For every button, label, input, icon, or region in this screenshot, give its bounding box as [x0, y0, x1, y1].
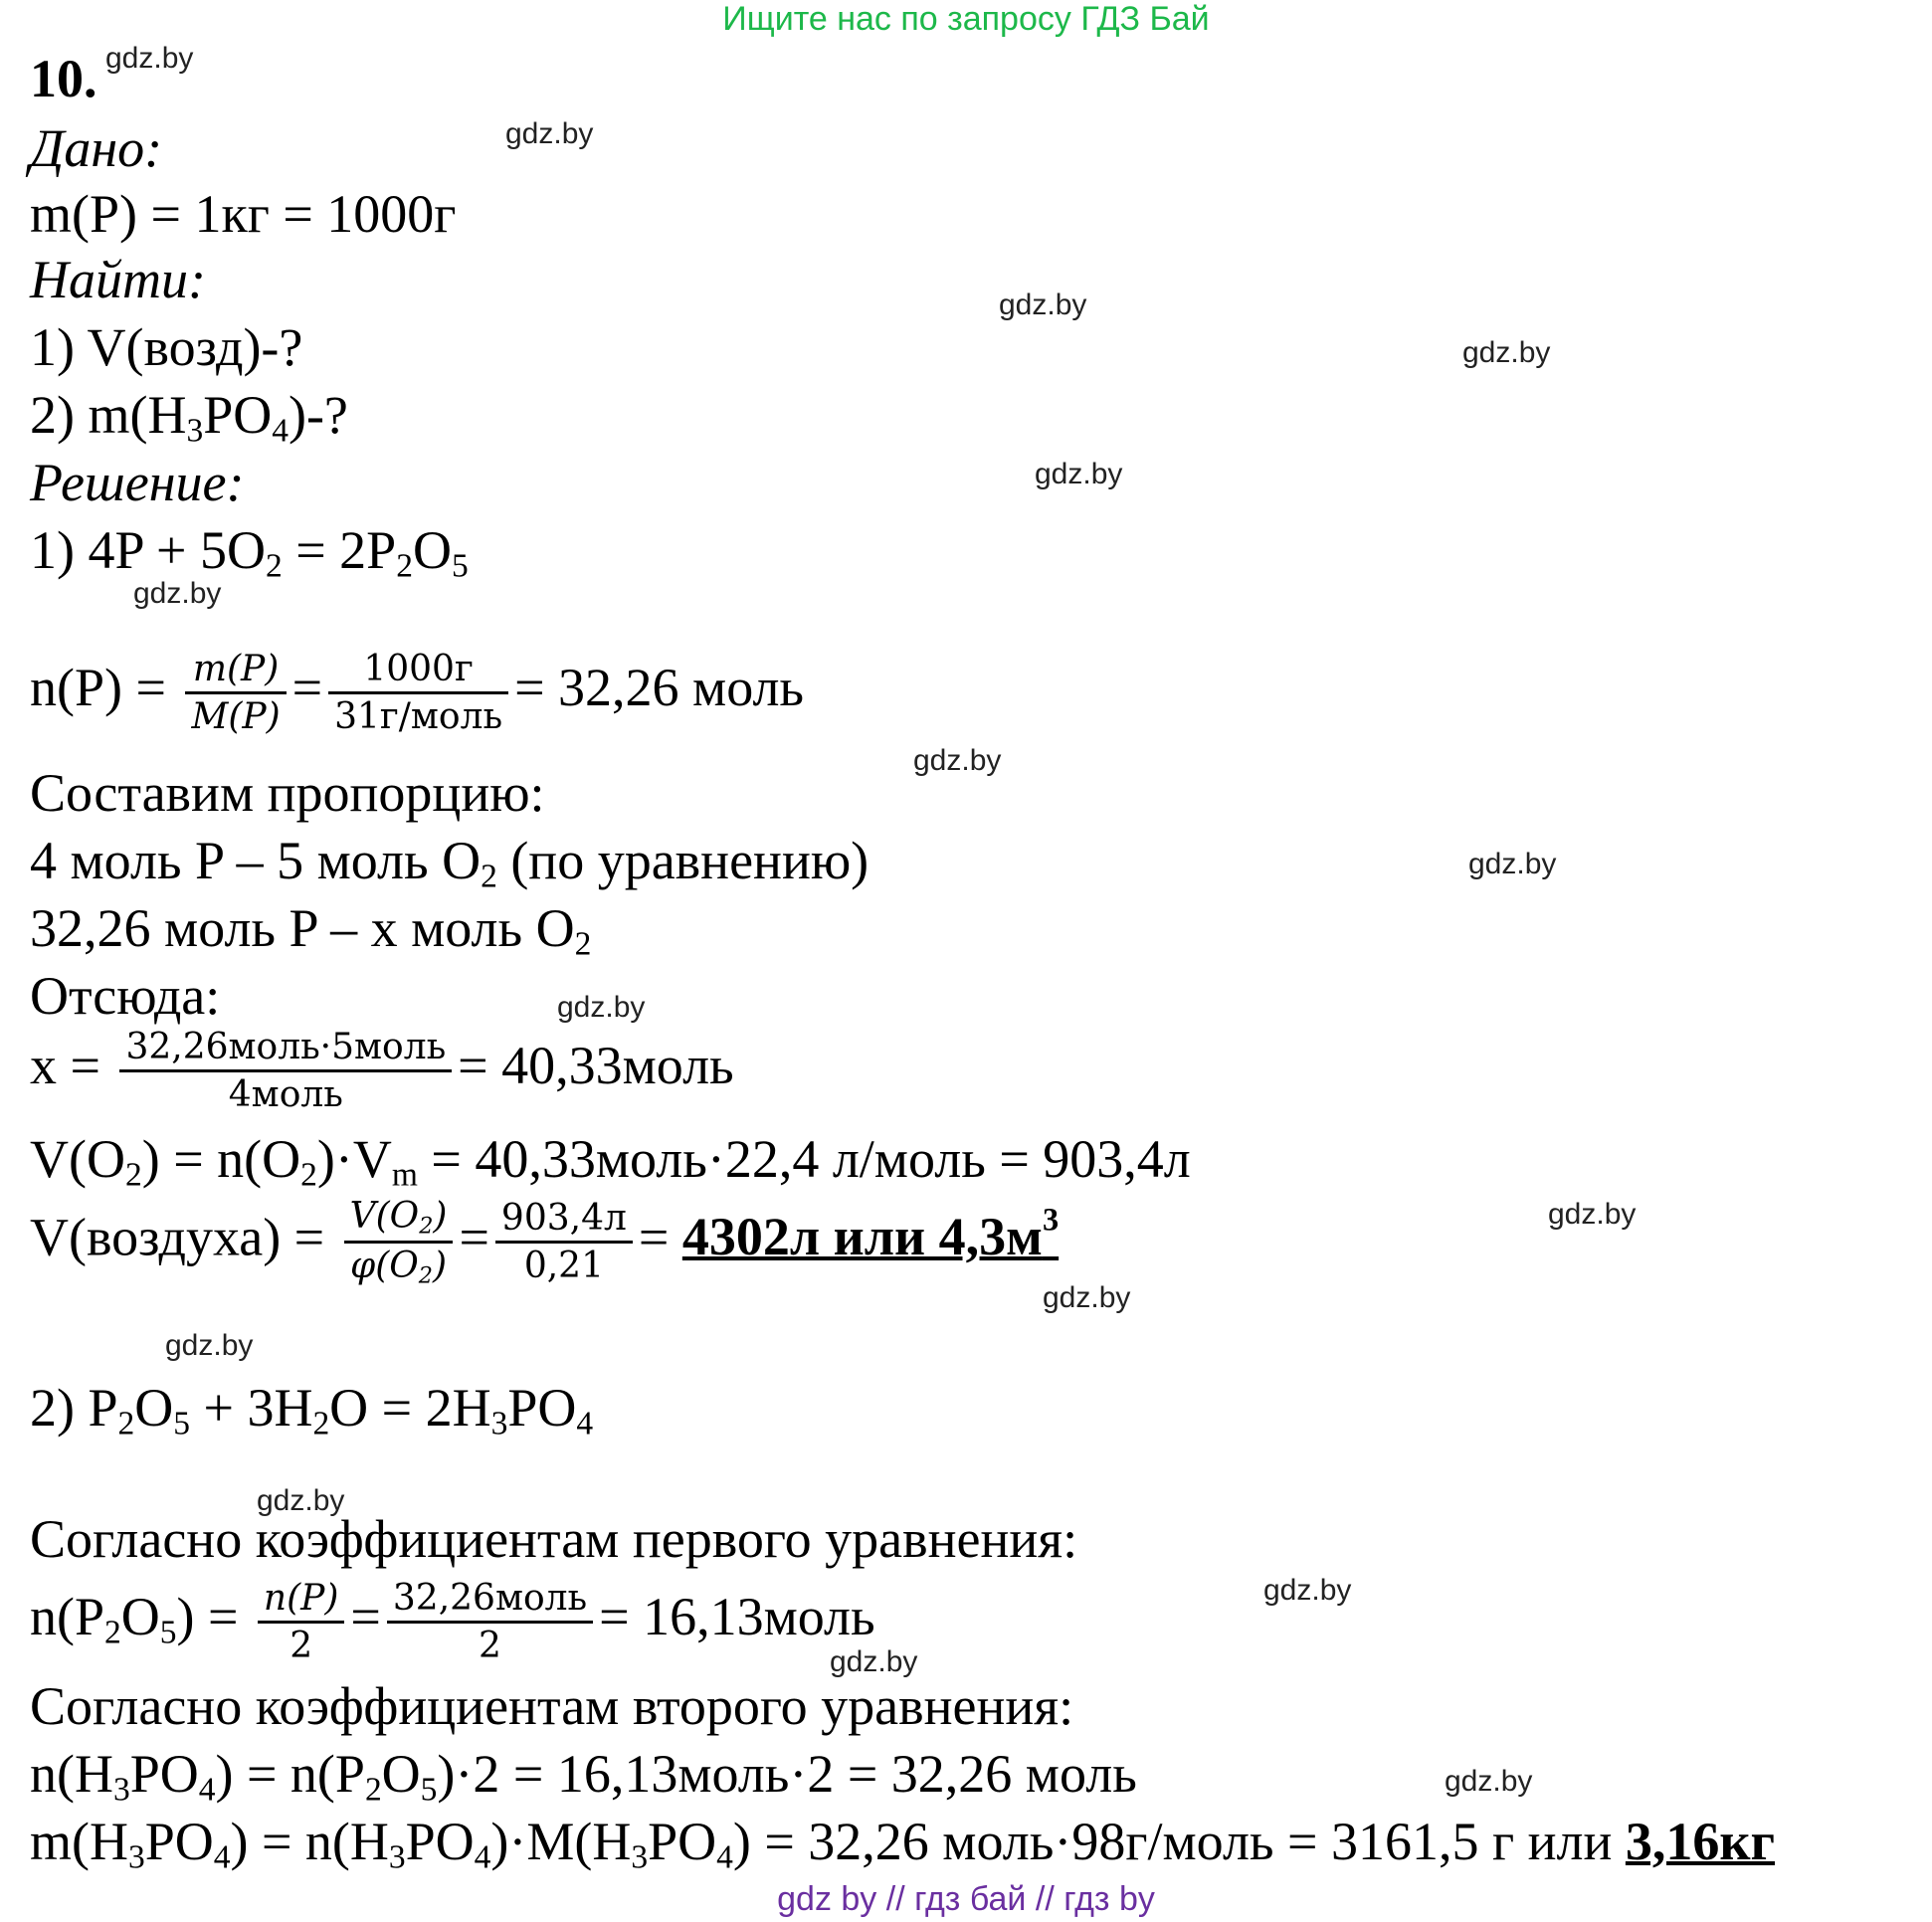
fraction: $\frac{903,4л}{0,21}$ — [495, 1196, 633, 1288]
answer-volume-air: 4302л или $4,3м^3$ — [681, 1203, 1060, 1267]
proportion-line-2: 32,26 моль P – x моль $O_2$ — [30, 898, 592, 963]
watermark: gdz.by — [830, 1645, 918, 1678]
x-equation: x = $\frac{\text{32,26моль·5моль}}{\text{4моль}}$ = 40,33моль — [30, 1027, 734, 1115]
volume-air: V(воздуха) = $\frac{V(O_2)}{\varphi(O_2)}$ = $\frac{903,4л}{0,21}$ = 4302л или $4,3м^3$ — [30, 1196, 1060, 1290]
watermark: gdz.by — [257, 1484, 345, 1517]
watermark: gdz.by — [105, 42, 194, 75]
find-volume-air: 1) V(возд)-? — [30, 317, 303, 377]
watermark: gdz.by — [557, 991, 646, 1024]
answer-mass-acid: 3,16кг — [1625, 1812, 1776, 1871]
mass-h3po4: $m(H_3PO_4) = n(H_3PO_4)\cdot M(H_3PO_4) = 32,26$ моль·98г/моль = 3161,5 г или 3,16кг — [30, 1812, 1776, 1876]
find-mass-acid: 2) $m(H_3PO_4)-$? — [30, 385, 348, 450]
fraction: $\frac{m(P)}{M(P)}$ — [185, 647, 286, 739]
watermark: gdz.by — [133, 577, 222, 610]
proportion-label: Составим пропорцию: — [30, 763, 545, 823]
watermark: gdz.by — [1548, 1198, 1637, 1231]
given-label: Дано: — [30, 118, 163, 178]
given-line: m(P) = 1кг = 1000г — [30, 184, 457, 244]
watermark: gdz.by — [1462, 336, 1551, 369]
watermark: gdz.by — [165, 1329, 254, 1362]
proportion-line-1: 4 моль P – 5 моль $O_2$ (по уравнению) — [30, 831, 869, 895]
equation-2: 2) $P_2O_5 + 3H_2O = 2H_3PO_4$ — [30, 1378, 594, 1442]
solution-label: Решение: — [30, 453, 245, 512]
watermark: gdz.by — [1263, 1574, 1352, 1607]
fraction: $\frac{\text{32,26моль·5моль}}{\text{4моль}}$ — [119, 1025, 452, 1117]
fraction: $\frac{\text{32,26моль}}{2}$ — [387, 1576, 593, 1668]
watermark: gdz.by — [999, 288, 1087, 321]
equation-1: 1) $4P + 5O_2 = 2P_2O_5$ — [30, 520, 469, 585]
problem-number: 10. — [30, 49, 97, 108]
coefficients-second-label: Согласно коэффициентам второго уравнения: — [30, 1676, 1074, 1736]
coefficients-first-label: Согласно коэффициентам первого уравнения: — [30, 1509, 1078, 1569]
watermark: gdz.by — [505, 117, 594, 150]
watermark: gdz.by — [1445, 1765, 1533, 1798]
find-label: Найти: — [30, 250, 206, 309]
watermark: gdz.by — [1043, 1281, 1131, 1314]
moles-p2o5: $n(P_2O_5)$ = $\frac{n(P)}{2}$ = $\frac{\text{32,26моль}}{2}$ = 16,13моль — [30, 1578, 875, 1666]
banner: Ищите нас по запросу ГДЗ Бай — [722, 0, 1210, 38]
footer: gdz by // гдз бай // гдз by — [777, 1880, 1155, 1918]
watermark: gdz.by — [1468, 848, 1557, 880]
fraction: $\frac{1000г}{\text{31г/моль}}$ — [328, 647, 508, 739]
volume-oxygen: $V(O_2) = n(O_2)\cdot V_m$ = 40,33моль·22,4 л/моль = 903,4л — [30, 1129, 1191, 1194]
watermark: gdz.by — [1035, 458, 1123, 490]
moles-phosphorus: n(P) = $\frac{m(P)}{M(P)}$ = $\frac{1000г}{\text{31г/моль}}$ = 32,26 моль — [30, 649, 805, 737]
fraction: $\frac{V(O_2)}{\varphi(O_2)}$ — [344, 1194, 454, 1291]
watermark: gdz.by — [913, 744, 1002, 777]
fraction: $\frac{n(P)}{2}$ — [258, 1576, 345, 1668]
moles-h3po4: $n(H_3PO_4) = n(P_2O_5)\cdot 2$ = 16,13моль·2 = 32,26 моль — [30, 1744, 1137, 1809]
hence-label: Отсюда: — [30, 966, 221, 1026]
